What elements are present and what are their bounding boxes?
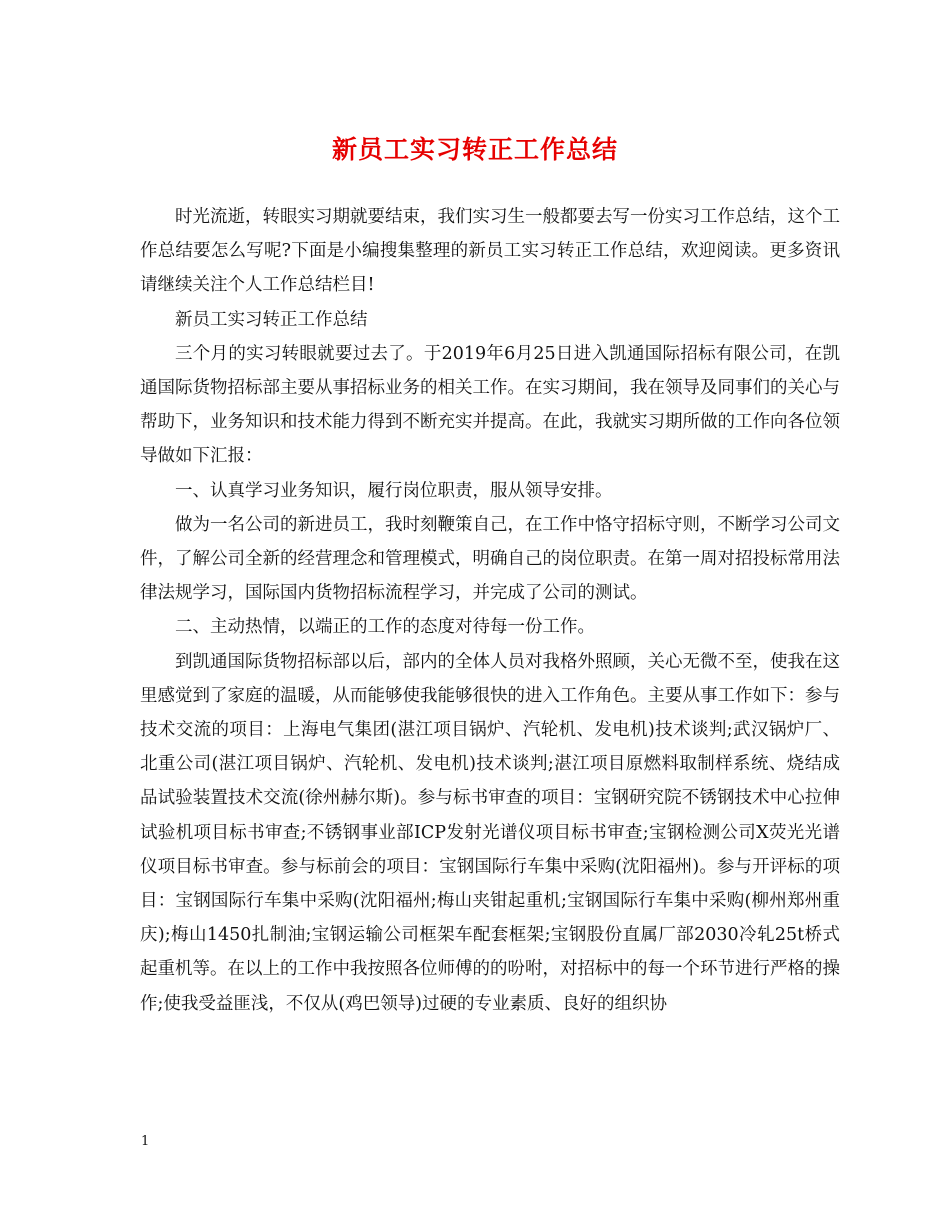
paragraph-intro: 时光流逝，转眼实习期就要结束，我们实习生一般都要去写一份实习工作总结，这个工作总结要怎么写呢?下面是小编搜集整理的新员工实习转正工作总结，欢迎阅读。更多资讯请继续关注个人工作总结栏目! <box>140 207 840 296</box>
paragraph-overview: 三个月的实习转眼就要过去了。于2019年6月25日进入凯通国际招标有限公司，在凯通国际货物招标部主要从事招标业务的相关工作。在实习期间，我在领导及同事们的关心与帮助下，业务知识和技术能力得到不断充实并提高。在此，我就实习期所做的工作向各位领导做如下汇报： <box>140 343 840 467</box>
document-title: 新员工实习转正工作总结 <box>331 135 618 164</box>
paragraph-section-one: 做为一名公司的新进员工，我时刻鞭策自己，在工作中恪守招标守则，不断学习公司文件，了解公司全新的经营理念和管理模式，明确自己的岗位职责。在第一周对招投标常用法律法规学习，国际国内货物招标流程学习，并完成了公司的测试。 <box>140 514 840 604</box>
document-body <box>140 200 840 1021</box>
paragraph-heading-one: 一、认真学习业务知识，履行岗位职责，服从领导安排。 <box>175 480 613 501</box>
paragraph-heading-two: 二、主动热情，以端正的工作的态度对待每一份工作。 <box>175 617 595 638</box>
paragraph-section-two: 到凯通国际货物招标部以后，部内的全体人员对我格外照顾，关心无微不至，使我在这里感觉到了家庭的温暖，从而能够使我能够很快的进入工作角色。主要从事工作如下：参与技术交流的项目：上海电气集团(湛江项目锅炉、汽轮机、发电机)技术谈判;武汉锅炉厂、北重公司(湛江项目锅炉、汽轮机、发电机)技术谈判;湛江项目原燃料取制样系统、烧结成品试验装置技术交流(徐州赫尔斯)。参与标书审查的项目：宝钢研究院不锈钢技术中心拉伸试验机项目标书审查;不锈钢事业部ICP发射光谱仪项目标书审查;宝钢检测公司X荧光光谱仪项目标书审查。参与标前会的项目：宝钢国际行车集中采购(沈阳福州)。参与开评标的项目：宝钢国际行车集中采购(沈阳福州;梅山夹钳起重机;宝钢国际行车集中采购(柳州郑州重庆);梅山1450扎制油;宝钢运输公司框架车配套框架;宝钢股份直属厂部2030冷轧25t桥式起重机等。在以上的工作中我按照各位师傅的的吩咐，对招标中的每一个环节进行严格的操作;使我受益匪浅，不仅从(鸡巴领导)过硬的专业素质、良好的组织协 <box>140 651 840 1014</box>
page-number: 1 <box>141 1134 150 1149</box>
paragraph-subtitle: 新员工实习转正工作总结 <box>175 309 368 330</box>
